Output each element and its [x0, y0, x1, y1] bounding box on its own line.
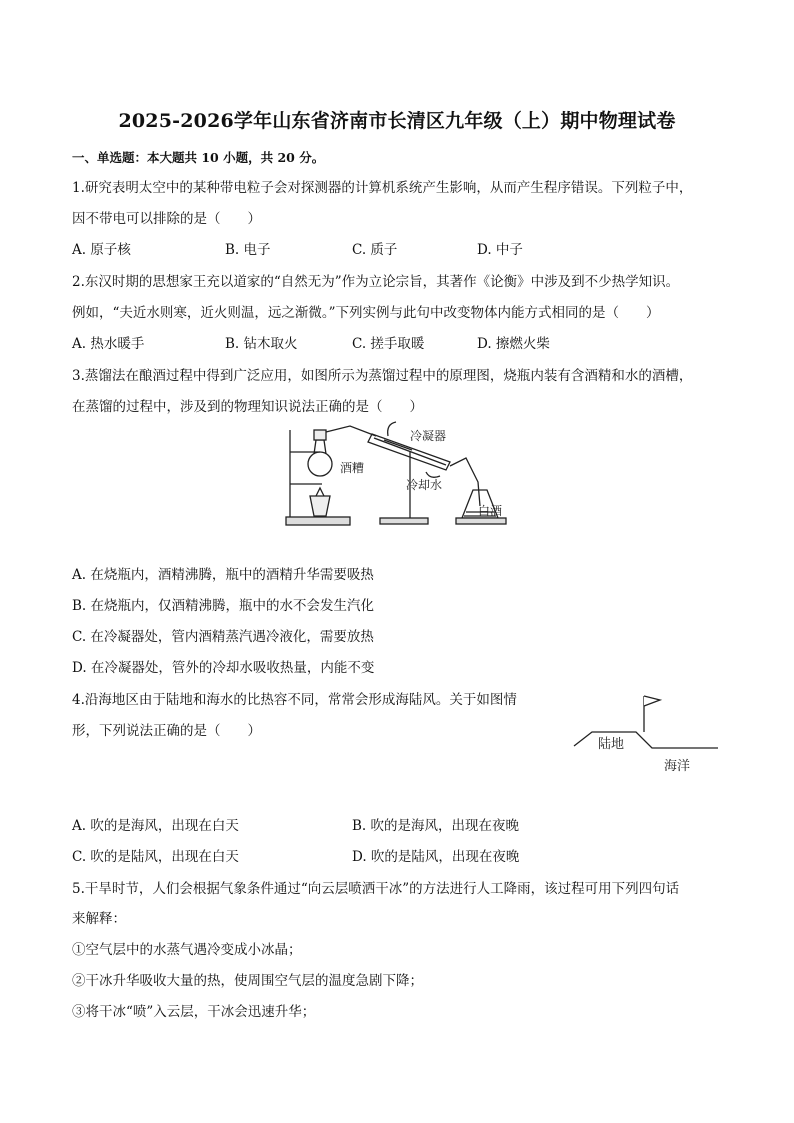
label-condenser: 冷凝器 — [410, 429, 447, 443]
q2-line1: 2.东汉时期的思想家王充以道家的“自然无为”作为立论宗旨，其著作《论衡》中涉及到不少热学知识。 — [72, 274, 680, 290]
label-mash: 酒糟 — [340, 461, 365, 475]
land-sea-figure — [570, 688, 722, 780]
q4-option-a: A. 吹的是海风，出现在白天 — [72, 818, 239, 834]
q5-line1: 5.干旱时节，人们会根据气象条件通过“向云层喷洒干冰”的方法进行人工降雨，该过程可用下列四句话 — [72, 881, 680, 897]
q4-option-b: B. 吹的是海风，出现在夜晚 — [352, 818, 520, 834]
q3-option-c: C. 在冷凝器处，管内酒精蒸汽遇冷液化，需要放热 — [72, 629, 374, 645]
label-cooling-water: 冷却水 — [406, 478, 443, 492]
q3-line1: 3.蒸馏法在酿酒过程中得到广泛应用，如图所示为蒸馏过程中的原理图，烧瓶内装有含酒精和水的酒槽， — [72, 368, 693, 384]
section-heading: 一、单选题：本大题共 10 小题，共 20 分。 — [72, 150, 325, 165]
q4-option-c: C. 吹的是陆风，出现在白天 — [72, 849, 239, 865]
q3-line2: 在蒸馏的过程中，涉及到的物理知识说法正确的是（ ） — [72, 399, 423, 415]
label-liquor: 白酒 — [478, 504, 503, 518]
label-land: 陆地 — [598, 737, 625, 752]
q1-line1: 1.研究表明太空中的某种带电粒子会对探测器的计算机系统产生影响，从而产生程序错误。下列粒子中， — [72, 180, 693, 196]
q4-option-d: D. 吹的是陆风，出现在夜晚 — [352, 849, 520, 865]
q1-option-a: A. 原子核 — [72, 242, 131, 258]
q1-line2: 因不带电可以排除的是（ ） — [72, 211, 261, 227]
q5-statement-2: ②干冰升华吸收大量的热，使周围空气层的温度急剧下降； — [72, 973, 423, 989]
q2-line2: 例如，“夫近水则寒，近火则温，远之渐微。”下列实例与此句中改变物体内能方式相同的是（ ） — [72, 305, 660, 321]
q4-line2: 形，下列说法正确的是（ ） — [72, 723, 261, 739]
q1-option-d: D. 中子 — [477, 242, 523, 258]
q5-statement-3: ③将干冰“喷”入云层，干冰会迅速升华； — [72, 1004, 316, 1020]
q3-option-b: B. 在烧瓶内，仅酒精沸腾，瓶中的水不会发生汽化 — [72, 598, 375, 614]
q1-option-b: B. 电子 — [225, 242, 271, 258]
page-title: 2025-2026学年山东省济南市长清区九年级（上）期中物理试卷 — [118, 110, 676, 132]
q5-line2: 来解释： — [72, 911, 126, 927]
q2-option-c: C. 搓手取暖 — [352, 336, 425, 352]
q2-option-d: D. 擦燃火柴 — [477, 336, 550, 352]
q4-line1: 4.沿海地区由于陆地和海水的比热容不同，常常会形成海陆风。关于如图情 — [72, 692, 517, 708]
q3-option-a: A. 在烧瓶内，酒精沸腾，瓶中的酒精升华需要吸热 — [72, 567, 374, 583]
q3-option-d: D. 在冷凝器处，管外的冷却水吸收热量，内能不变 — [72, 660, 375, 676]
q5-statement-1: ①空气层中的水蒸气遇冷变成小冰晶； — [72, 942, 302, 958]
distillation-apparatus-figure — [280, 418, 520, 530]
q1-option-c: C. 质子 — [352, 242, 398, 258]
label-sea: 海洋 — [664, 759, 691, 774]
q2-option-b: B. 钻木取火 — [225, 336, 298, 352]
q2-option-a: A. 热水暖手 — [72, 336, 145, 352]
